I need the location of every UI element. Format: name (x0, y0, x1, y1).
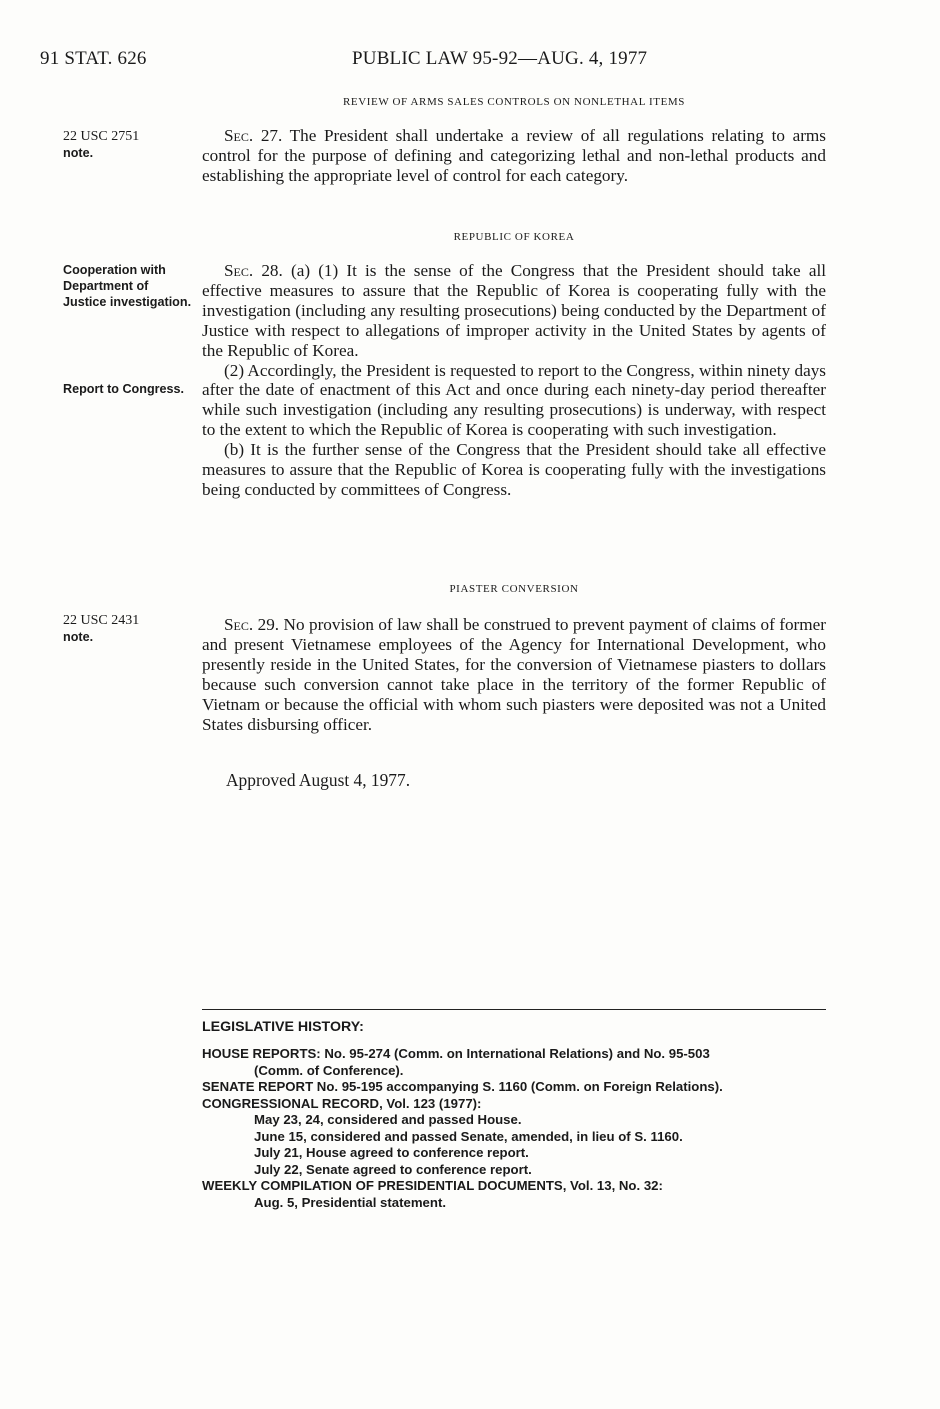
record-entry: June 15, considered and passed Senate, amended, in lieu of S. 1160. (254, 1128, 683, 1144)
congressional-record: CONGRESSIONAL RECORD, Vol. 123 (1977): (202, 1095, 482, 1111)
section-text: The President shall undertake a review of all regulations relating to arms control for the purpose of defining and categorizing lethal and non-lethal products and establishing the appropriate level of control for each category. (202, 126, 826, 185)
section-label: Sec. 29. (224, 615, 280, 634)
margin-note-report: Report to Congress. (63, 382, 185, 396)
legislative-history-list (202, 1046, 842, 1211)
weekly-compilation: WEEKLY COMPILATION OF PRESIDENTIAL DOCUMENTS, Vol. 13, No. 32: (202, 1178, 663, 1193)
section-label: Sec. 28. (224, 261, 283, 280)
paragraph-a1: (a) (1) It is the sense of the Congress that the President should take all effective measures to assure that the Republic of Korea is cooperating fully with the investigation (including any resulting prosecutions) being conducted by the Department of Justice with respect to allegations of improper activity in the United States by agents of the Republic of Korea. (202, 261, 826, 360)
divider (202, 1009, 826, 1010)
section-label: Sec. 27. (224, 126, 283, 145)
house-reports-cont: (Comm. of Conference). (254, 1062, 404, 1078)
margin-note-citation: 22 USC 2431 (63, 613, 140, 628)
legislative-history-title: LEGISLATIVE HISTORY: (202, 1019, 364, 1035)
paragraph-b: (b) It is the further sense of the Congress that the President should take all effective measures to assure that the Republic of Korea is cooperating fully with the investigations being conducted by committees of Congress. (202, 440, 826, 499)
section-27-body (202, 126, 826, 186)
margin-note-citation: 22 USC 2751 (63, 129, 140, 144)
approval-date: Approved August 4, 1977. (226, 770, 411, 790)
margin-note-usc-2751 (63, 129, 193, 161)
section-heading-korea: REPUBLIC OF KOREA (453, 231, 575, 243)
senate-report: SENATE REPORT No. 95-195 accompanying S. 1160 (Comm. on Foreign Relations). (202, 1079, 723, 1094)
section-heading-arms-sales: REVIEW OF ARMS SALES CONTROLS ON NONLETHAL ITEMS (342, 96, 685, 108)
house-reports: HOUSE REPORTS: No. 95-274 (Comm. on International Relations) and No. 95-503 (202, 1046, 710, 1061)
margin-note-doj: Cooperation with Department of Justice investigation. (63, 263, 192, 309)
section-heading-piaster: PIASTER CONVERSION (449, 583, 579, 595)
margin-note-usc-2431 (63, 613, 193, 645)
paragraph-a2: (2) Accordingly, the President is requested to report to the Congress, within ninety days after the date of enactment of this Act and once during each ninety-day period thereafter while such investigation (including any resulting prosecutions) is underway, with respect to the extent to which the Republic of Korea is cooperating with such investigation. (202, 360, 826, 440)
margin-note-suffix: note. (63, 146, 94, 160)
record-entry: July 21, House agreed to conference report. (254, 1145, 529, 1160)
stat-reference: 91 STAT. 626 (40, 48, 147, 69)
page-title: PUBLIC LAW 95-92—AUG. 4, 1977 (352, 48, 648, 69)
section-29-body (202, 615, 826, 734)
weekly-entry: Aug. 5, Presidential statement. (254, 1194, 447, 1210)
record-entry: July 22, Senate agreed to conference report. (254, 1161, 532, 1177)
section-text: No provision of law shall be construed to prevent payment of claims of former and present Vietnamese employees of the Agency for International Development, who presently reside in the United States, for the conversion of Vietnamese piasters to dollars because such conversion cannot take place in the territory of the former Republic of Vietnam or because the official with whom such piasters were deposited was not a United States disbursing officer. (202, 615, 826, 734)
record-entry: May 23, 24, considered and passed House. (254, 1112, 522, 1127)
section-28-body (202, 261, 826, 500)
margin-note-suffix: note. (63, 630, 94, 644)
